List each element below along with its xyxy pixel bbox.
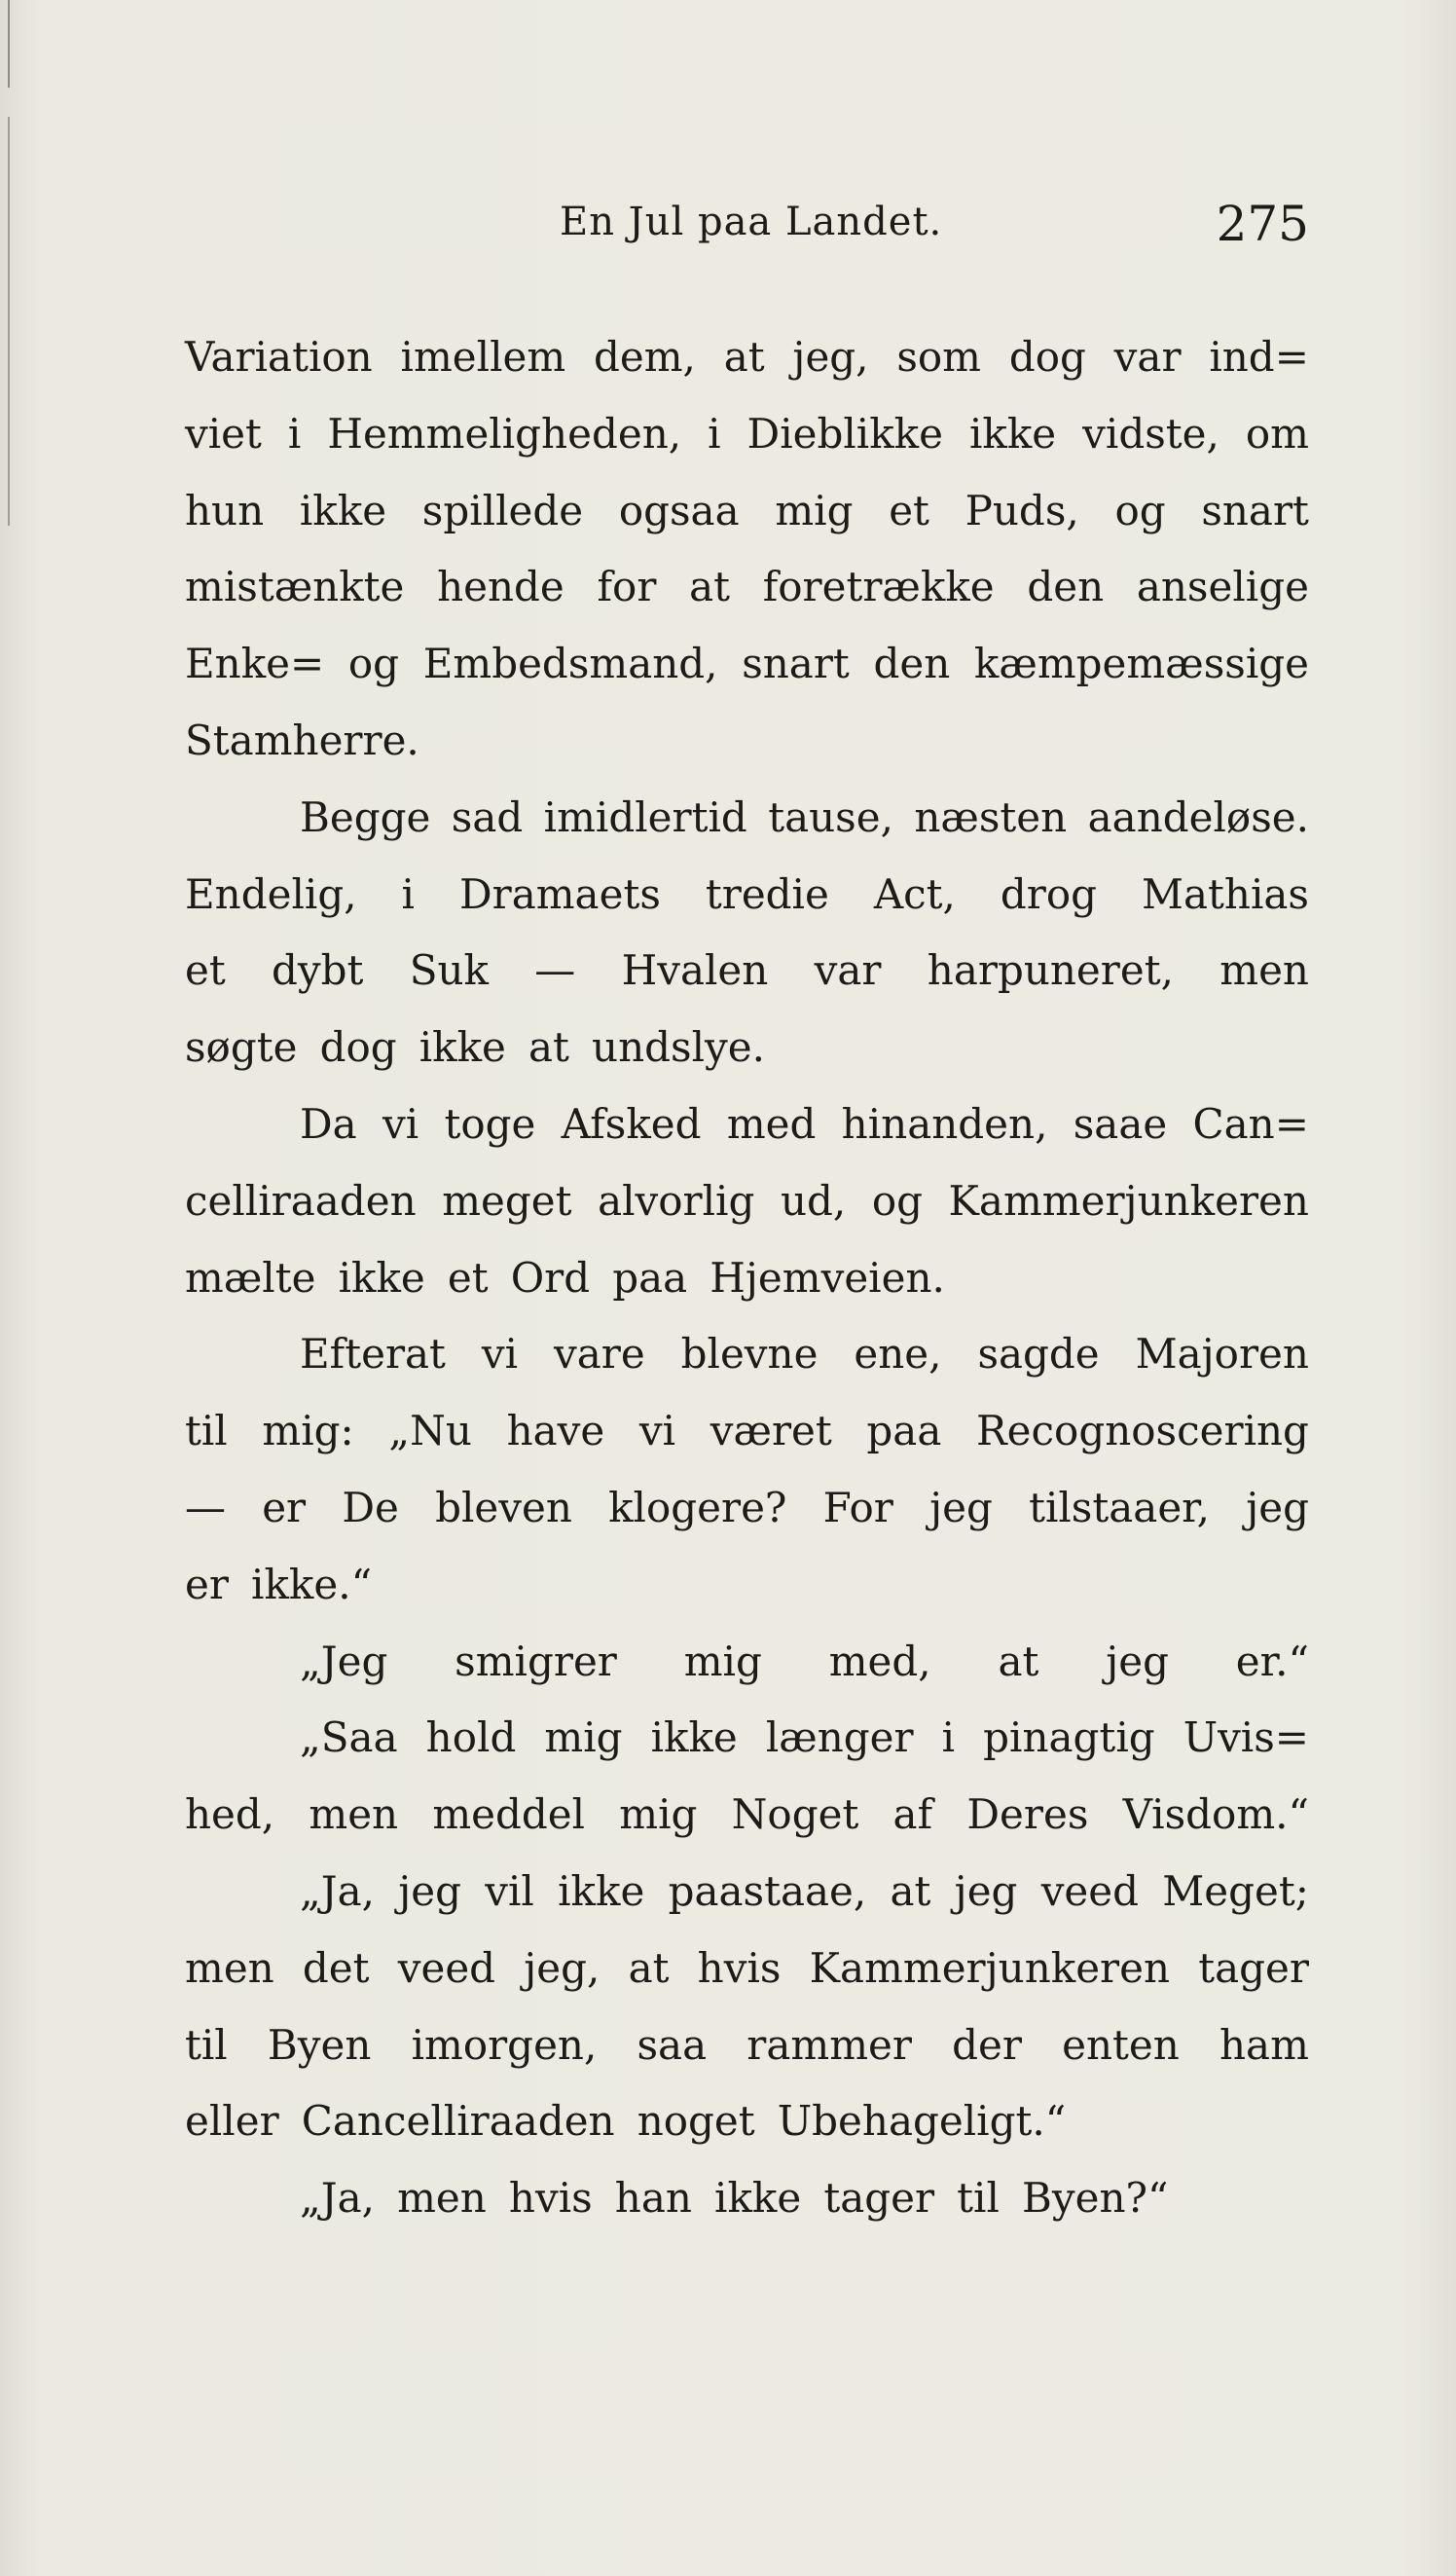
word: kæmpemæssige — [973, 640, 1309, 688]
word: foretrække — [762, 563, 995, 611]
text-line — [185, 549, 1309, 626]
word: Cancelliraaden — [301, 2097, 615, 2146]
text-line — [185, 1316, 1309, 1393]
word: var — [814, 946, 882, 995]
text-line — [185, 1086, 1309, 1163]
word: „Saa — [300, 1713, 398, 1762]
text-line — [185, 703, 1309, 780]
word: ikke — [714, 2174, 802, 2223]
word: paastaae, — [668, 1866, 867, 1915]
word: jeg — [929, 1483, 993, 1531]
word: alvorlig — [598, 1176, 755, 1225]
word: er — [262, 1483, 307, 1531]
word: ene, — [854, 1330, 942, 1379]
word: og — [1114, 486, 1166, 534]
word: snart — [1201, 486, 1309, 534]
word: De — [342, 1483, 399, 1531]
text-line — [185, 1393, 1309, 1470]
word: enten — [1062, 2020, 1180, 2069]
word: „Nu — [388, 1407, 472, 1455]
word: ikke — [419, 1023, 506, 1072]
word: meget — [442, 1176, 572, 1225]
word: hvis — [508, 2174, 593, 2223]
word: Uvis= — [1183, 1713, 1309, 1762]
word: Meget; — [1162, 1866, 1309, 1915]
word: Visdom.“ — [1122, 1790, 1309, 1839]
word: jeg, — [792, 333, 869, 381]
word: toge — [444, 1099, 536, 1148]
word: mig — [775, 486, 854, 534]
word: — — [534, 946, 576, 995]
word: veed — [397, 1943, 496, 1992]
word: Hemmeligheden, — [327, 409, 682, 458]
text-line — [185, 319, 1309, 396]
word: Stamherre. — [185, 716, 419, 764]
body-text — [185, 319, 1309, 2237]
word: Hjemveien. — [710, 1253, 945, 1302]
word: men — [185, 1943, 274, 1992]
word: meddel — [432, 1790, 586, 1839]
word: drog — [1000, 869, 1098, 918]
word: men — [397, 2174, 487, 2223]
word: Suk — [409, 946, 489, 995]
text-line — [185, 2083, 1309, 2160]
word: Kammerjunkeren — [948, 1176, 1309, 1225]
word: i — [401, 869, 415, 918]
word: at — [528, 1023, 569, 1072]
word: Ubehageligt.“ — [777, 2097, 1067, 2146]
word: Puds, — [965, 486, 1079, 534]
word: vi — [481, 1330, 519, 1379]
text-line — [185, 1854, 1309, 1931]
text-line — [185, 933, 1309, 1010]
word: undslye. — [592, 1023, 765, 1072]
word: Afsked — [561, 1099, 702, 1148]
word: paa — [612, 1253, 688, 1302]
word: tager — [1198, 1943, 1309, 1992]
word: ikke — [968, 409, 1057, 458]
word: mig — [544, 1713, 623, 1762]
word: smigrer — [455, 1637, 617, 1685]
word: mistænkte — [185, 563, 405, 611]
word: jeg, — [524, 1943, 601, 1992]
word: var — [1113, 333, 1182, 381]
word: Variation — [185, 333, 373, 381]
word: af — [892, 1790, 933, 1839]
word: „Jeg — [300, 1637, 388, 1685]
page-edge-line — [8, 0, 10, 88]
word: veed — [1040, 1866, 1140, 1915]
word: vil — [485, 1866, 534, 1915]
word: saa — [637, 2020, 708, 2069]
text-line — [185, 1931, 1309, 2007]
word: hed, — [185, 1790, 275, 1839]
word: i — [941, 1713, 956, 1762]
word: hende — [437, 563, 564, 611]
word: længer — [765, 1713, 914, 1762]
word: ogsaa — [618, 486, 740, 534]
text-line — [185, 2007, 1309, 2084]
word: der — [952, 2020, 1022, 2069]
word: mælte — [185, 1253, 316, 1302]
word: jeg — [1246, 1483, 1309, 1531]
word: mig: — [262, 1407, 354, 1455]
word: Kammerjunkeren — [809, 1943, 1171, 1992]
text-line — [185, 857, 1309, 934]
word: eller — [185, 2097, 279, 2146]
word: med, — [828, 1637, 931, 1685]
word: ikke.“ — [251, 1560, 373, 1608]
word: et — [185, 946, 226, 995]
word: Dieblikke — [746, 409, 943, 458]
word: klogere? — [608, 1483, 787, 1531]
word: ikke — [558, 1866, 645, 1915]
text-line — [185, 1163, 1309, 1240]
word: Ord — [510, 1253, 591, 1302]
text-line — [185, 1010, 1309, 1086]
word: pinagtig — [983, 1713, 1155, 1762]
word: til — [185, 1407, 228, 1455]
word: vi — [382, 1099, 419, 1148]
word: søgte — [185, 1023, 298, 1072]
word: mig — [683, 1637, 762, 1685]
word: paa — [866, 1407, 942, 1455]
word: at — [723, 333, 765, 381]
word: Byen — [267, 2020, 372, 2069]
word: ham — [1219, 2020, 1309, 2069]
word: jeg — [398, 1866, 462, 1915]
word: Recognoscering — [976, 1407, 1309, 1455]
word: imellem — [400, 333, 566, 381]
word: imidlertid — [543, 792, 747, 841]
word: og — [347, 640, 400, 688]
word: er.“ — [1235, 1637, 1309, 1685]
word: ind= — [1209, 333, 1309, 381]
word: det — [302, 1943, 370, 1992]
text-line — [185, 2160, 1309, 2237]
word: Deres — [966, 1790, 1089, 1839]
text-line — [185, 1777, 1309, 1854]
word: Byen?“ — [1022, 2174, 1169, 2223]
word: rammer — [746, 2020, 912, 2069]
word: For — [822, 1483, 893, 1531]
text-line — [185, 1470, 1309, 1547]
word: hinanden, — [841, 1099, 1048, 1148]
word: et — [889, 486, 929, 534]
text-line — [185, 1240, 1309, 1317]
word: vidste, — [1082, 409, 1219, 458]
word: — — [185, 1483, 226, 1531]
word: hun — [185, 486, 265, 534]
word: Begge — [300, 792, 431, 841]
word: til — [185, 2020, 228, 2069]
word: ikke — [650, 1713, 738, 1762]
word: er — [185, 1560, 229, 1608]
word: vi — [638, 1407, 676, 1455]
word: til — [957, 2174, 1000, 2223]
word: Da — [300, 1099, 357, 1148]
word: Mathias — [1141, 869, 1309, 918]
word: Hvalen — [621, 946, 769, 995]
word: hvis — [697, 1943, 782, 1992]
word: Majoren — [1135, 1330, 1309, 1379]
word: celliraaden — [185, 1176, 417, 1225]
word: Can= — [1192, 1099, 1309, 1148]
word: hold — [425, 1713, 517, 1762]
text-line — [185, 780, 1309, 857]
word: viet — [185, 409, 262, 458]
word: blevne — [680, 1330, 819, 1379]
word: tilstaaer, — [1029, 1483, 1210, 1531]
word: vare — [553, 1330, 645, 1379]
word: at — [890, 1866, 931, 1915]
word: „Ja, — [300, 2174, 375, 2223]
word: Noget — [731, 1790, 859, 1839]
word: imorgen, — [411, 2020, 598, 2069]
word: noget — [637, 2097, 755, 2146]
word: jeg — [1106, 1637, 1169, 1685]
word: sagde — [977, 1330, 1100, 1379]
text-line — [185, 626, 1309, 703]
word: den — [1027, 563, 1105, 611]
word: Endelig, — [185, 869, 357, 918]
word: have — [506, 1407, 605, 1455]
word: men — [1219, 946, 1309, 995]
word: men — [309, 1790, 399, 1839]
text-line — [185, 1700, 1309, 1777]
page-edge-line — [8, 117, 10, 526]
word: Act, — [873, 869, 956, 918]
word: anselige — [1136, 563, 1309, 611]
word: jeg — [954, 1866, 1018, 1915]
word: spillede — [421, 486, 584, 534]
word: og — [871, 1176, 923, 1225]
text-line — [185, 396, 1309, 473]
word: dog — [319, 1023, 397, 1072]
text-line — [185, 1547, 1309, 1624]
word: dog — [1008, 333, 1086, 381]
word: i — [708, 409, 721, 458]
word: for — [597, 563, 657, 611]
word: dybt — [272, 946, 364, 995]
word: dem, — [593, 333, 696, 381]
word: tause, — [768, 792, 893, 841]
word: med — [726, 1099, 817, 1148]
word: den — [873, 640, 951, 688]
word: at — [628, 1943, 670, 1992]
word: som — [896, 333, 982, 381]
word: aandeløse. — [1087, 792, 1309, 841]
word: næsten — [914, 792, 1068, 841]
word: været — [710, 1407, 832, 1455]
word: at — [998, 1637, 1039, 1685]
word: ikke — [338, 1253, 425, 1302]
word: saae — [1073, 1099, 1168, 1148]
word: Enke= — [185, 640, 325, 688]
word: snart — [742, 640, 850, 688]
word: han — [614, 2174, 692, 2223]
word: i — [287, 409, 302, 458]
word: tredie — [705, 869, 829, 918]
word: ikke — [299, 486, 387, 534]
word: tager — [823, 2174, 935, 2223]
word: mig — [619, 1790, 698, 1839]
word: bleven — [435, 1483, 572, 1531]
word: om — [1245, 409, 1309, 458]
page-header — [185, 196, 1309, 268]
running-title: En Jul paa Landet. — [560, 200, 943, 244]
word: Embedsmand, — [422, 640, 718, 688]
word: harpuneret, — [927, 946, 1174, 995]
word: at — [689, 563, 731, 611]
word: ud, — [780, 1176, 847, 1225]
word: Efterat — [300, 1330, 446, 1379]
text-line — [185, 473, 1309, 550]
word: „Ja, — [300, 1866, 375, 1915]
word: et — [447, 1253, 489, 1302]
text-line — [185, 1624, 1309, 1701]
word: sad — [451, 792, 524, 841]
word: Dramaets — [458, 869, 661, 918]
page-number: 275 — [1216, 196, 1309, 252]
